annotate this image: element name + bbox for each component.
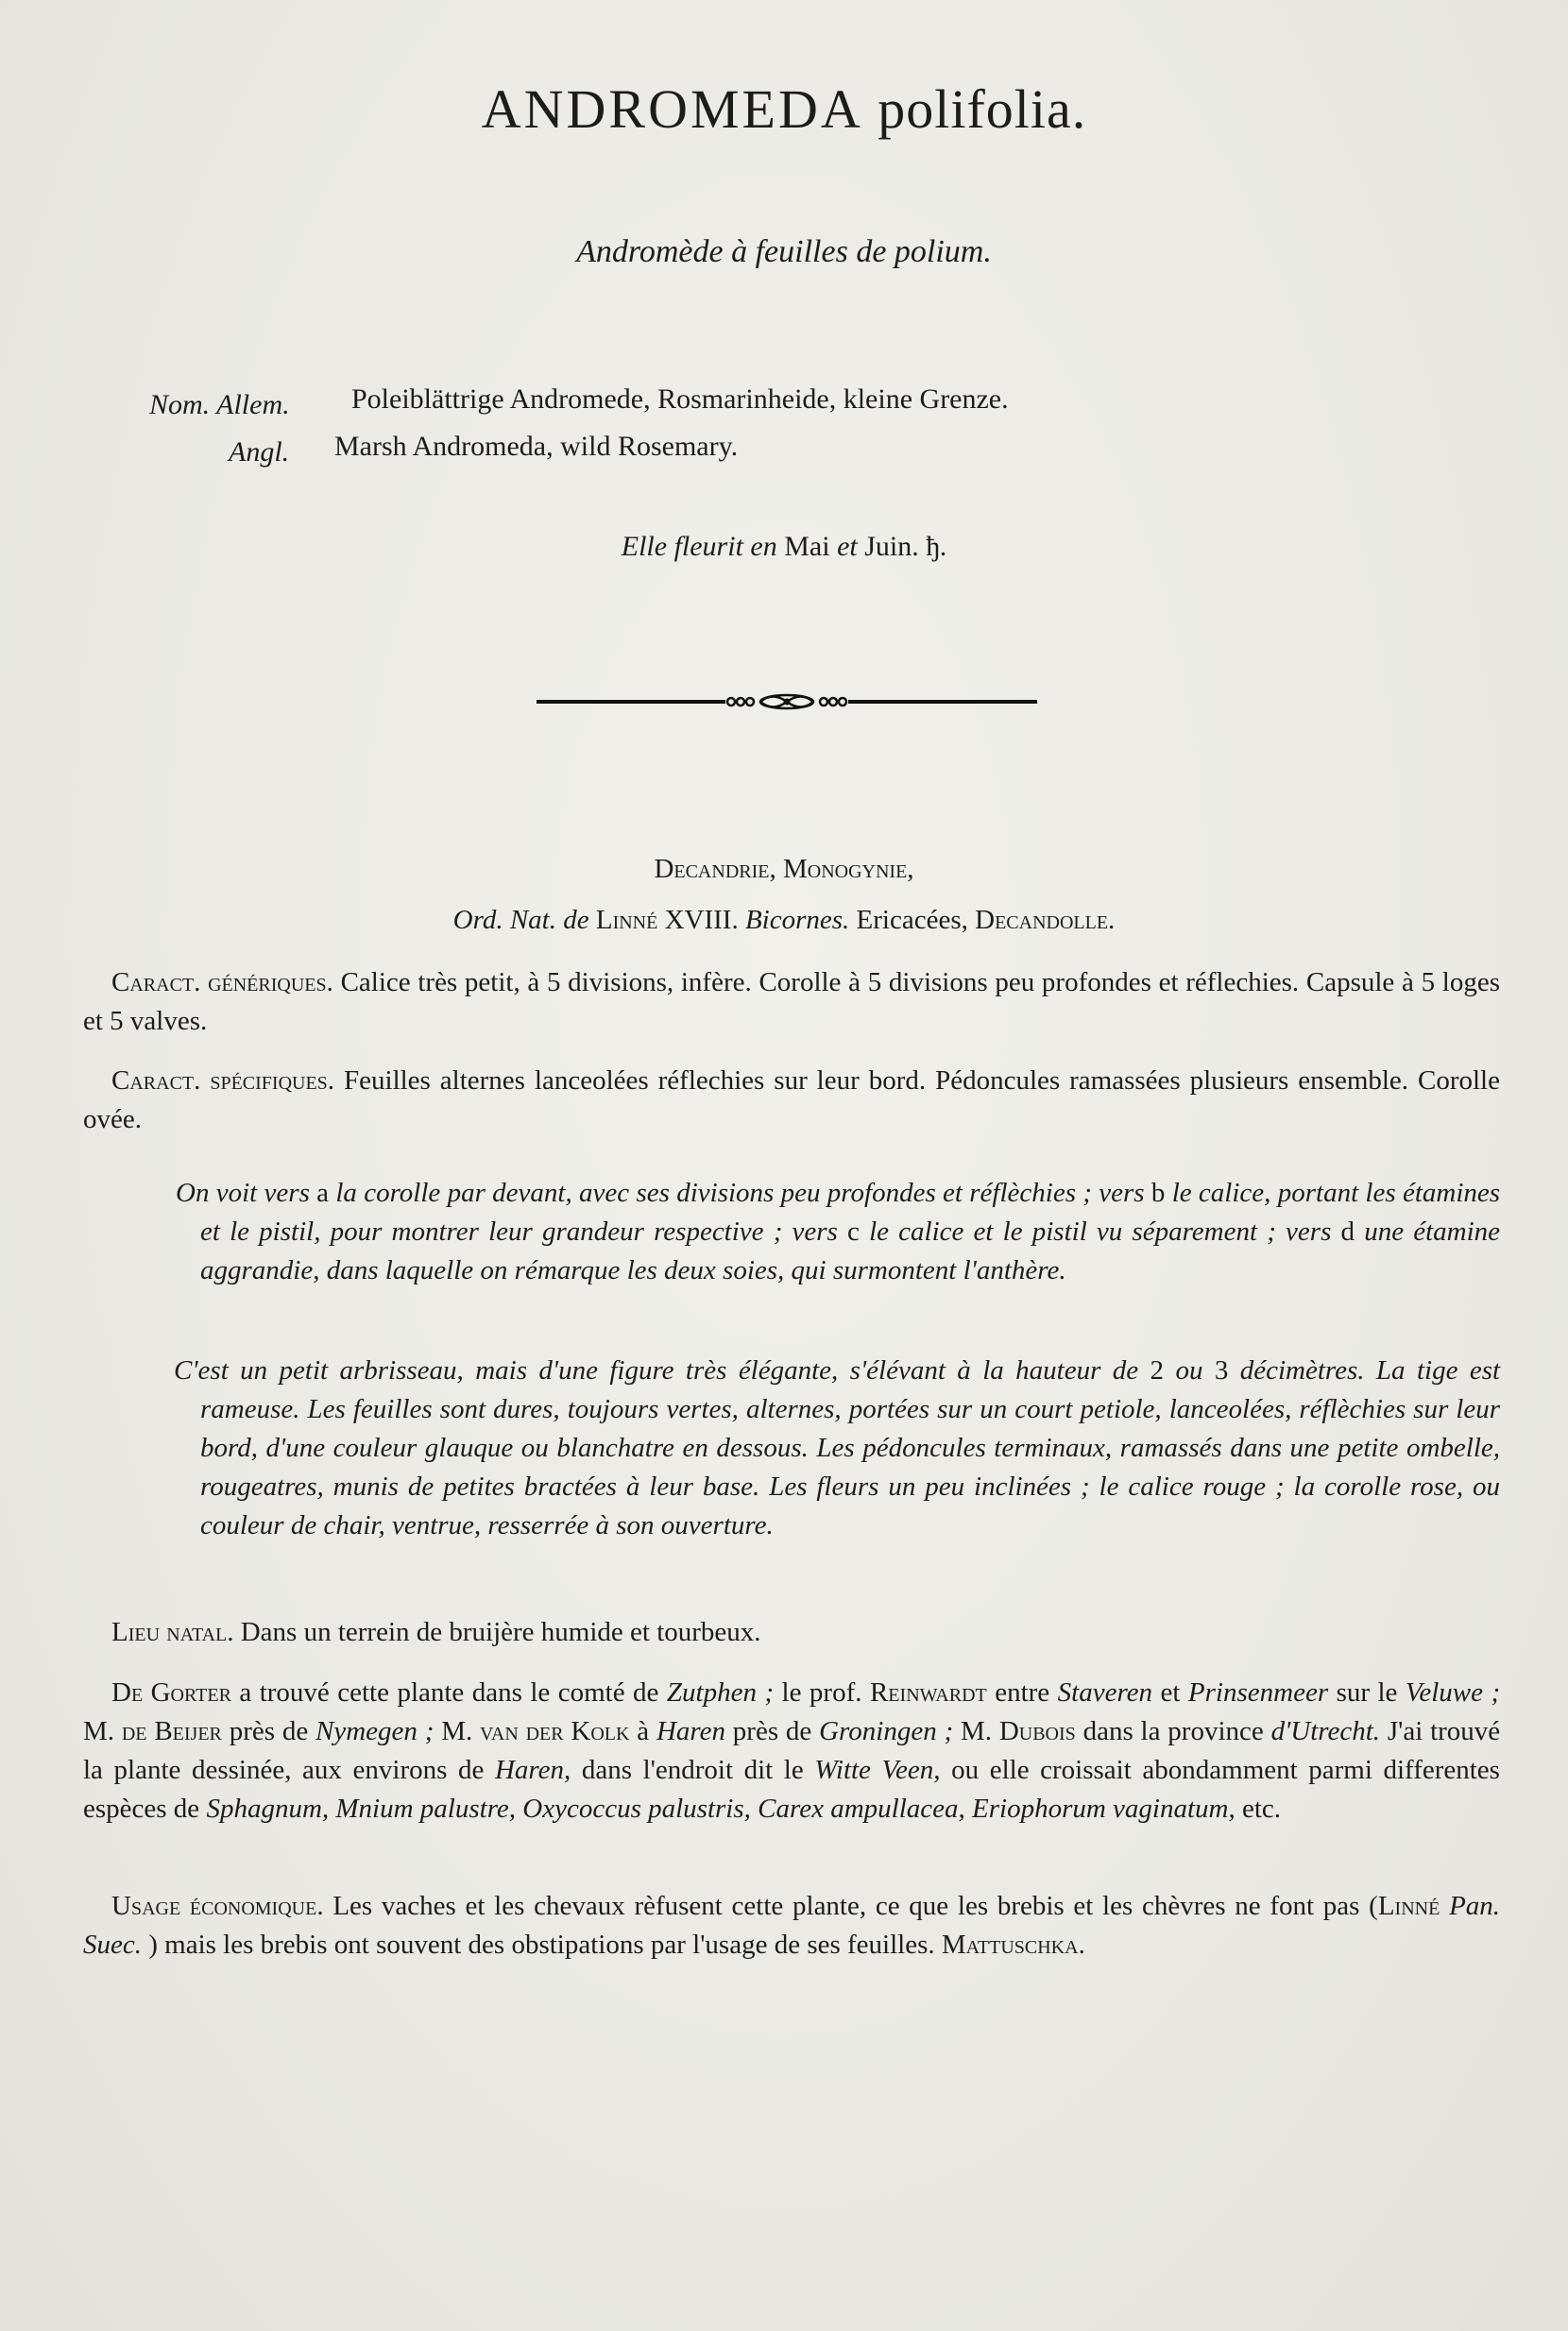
figure-explanation: On voit vers a la corolle par devant, avec ses divisions peu profondes et réflèchies ; vers b le calice, portant les étamines et le pistil, pour montrer leur grandeur respective ; vers c le calice et le pistil vu séparement ; vers d une étamine aggrandie, dans laquelle on rémarque les deux soies, qui surmontent l'anthère. — [176, 1178, 1501, 1285]
shrub-symbol: ђ. — [926, 531, 947, 562]
flowering-phrase: Elle fleurit en — [621, 531, 777, 562]
flowering-line — [0, 531, 1568, 563]
generic-text: Calice très petit, à 5 divisions, infère. Corolle à 5 divisions peu profondes et réflechies. Capsule à 5 loges et 5 valves. — [83, 967, 1500, 1036]
habitat-text: Dans un terrein de bruijère humide et tourbeux. — [240, 1617, 761, 1647]
usage-author: Mattuschka. — [941, 1930, 1085, 1960]
ornament-divider-icon — [537, 689, 1037, 714]
figure-letter-a: a — [316, 1178, 330, 1208]
habitat-heading: Lieu natal. — [111, 1617, 234, 1647]
generic-characters — [83, 963, 1500, 1041]
classification-line-2: Ord. Nat. de Linné XVIII. Bicornes. Ericacées, Decandolle. — [452, 905, 1116, 935]
allem-label: Nom. Allem. — [149, 389, 290, 420]
plant-description: C'est un petit arbrisseau, mais d'une figure très élégante, s'élévant à la hauteur de 2 ou 3 décimètres. La tige est rameuse. Les feuilles sont dures, toujours vertes, alternes, portées sur un court petiole, lanceolées, réflèchies sur leur bord, d'une couleur glauque ou blanchatre en dessous. Les pédoncules terminaux, ramassés dans une petite ombelle, rougeatres, munis de petites bractées à leur base. Les fleurs un peu inclinées ; le calice rouge ; la corolle rose, ou couleur de chair, ventrue, resserrée à son ouverture. — [174, 1355, 1501, 1540]
specific-heading: Caract. spécifiques. — [111, 1065, 335, 1096]
specific-characters — [83, 1062, 1500, 1139]
economic-usage: Usage économique. Les vaches et les chevaux rèfusent cette plante, ce que les brebis et les chèvres ne font pas (Linné Pan. Suec. ) mais les brebis ont souvent des obstipations par l'usage de ses feuilles. Mattuschka. — [83, 1891, 1501, 1960]
page-title — [0, 77, 1568, 141]
usage-heading: Usage économique. — [111, 1891, 324, 1921]
flowering-et: et — [837, 531, 858, 562]
figure-letter-d: d — [1340, 1217, 1355, 1247]
allem-value: Poleiblättrige Andromede, Rosmarinheide, kleine Grenze. — [351, 383, 1009, 415]
classification-line-1: Decandrie, Monogynie, — [654, 854, 914, 884]
angl-label: Angl. — [229, 436, 290, 468]
specific-text: Feuilles alternes lanceolées réflechies sur leur bord. Pédoncules ramassées plusieurs ensemble. Corolle ovée. — [83, 1065, 1500, 1134]
page-subtitle: Andromède à feuilles de polium. — [576, 234, 992, 269]
figure-letter-c: c — [847, 1217, 860, 1247]
angl-value: Marsh Andromeda, wild Rosemary. — [334, 431, 739, 462]
title-species: polifolia. — [878, 78, 1087, 140]
generic-heading: Caract. génériques. — [111, 967, 333, 997]
flowering-month-2: Juin. — [864, 531, 919, 562]
flowering-month-1: Mai — [784, 531, 830, 562]
figure-letter-b: b — [1150, 1178, 1166, 1208]
locations: De Gorter a trouvé cette plante dans le comté de Zutphen ; le prof. Reinwardt entre Staveren et Prinsenmeer sur le Veluwe ; M. de Beijer près de Nymegen ; M. van der Kolk à Haren près de Groningen ; M. Dubois dans la province d'Utrecht. J'ai trouvé la plante dessinée, aux environs de Haren, dans l'endroit dit le Witte Veen, ou elle croissait abondamment parmi differentes espèces de Sphagnum, Mnium palustre, Oxycoccus palustris, Carex ampullacea, Eriophorum vaginatum, etc. — [83, 1677, 1501, 1824]
habitat — [83, 1613, 1500, 1652]
title-genus: ANDROMEDA — [481, 78, 863, 140]
